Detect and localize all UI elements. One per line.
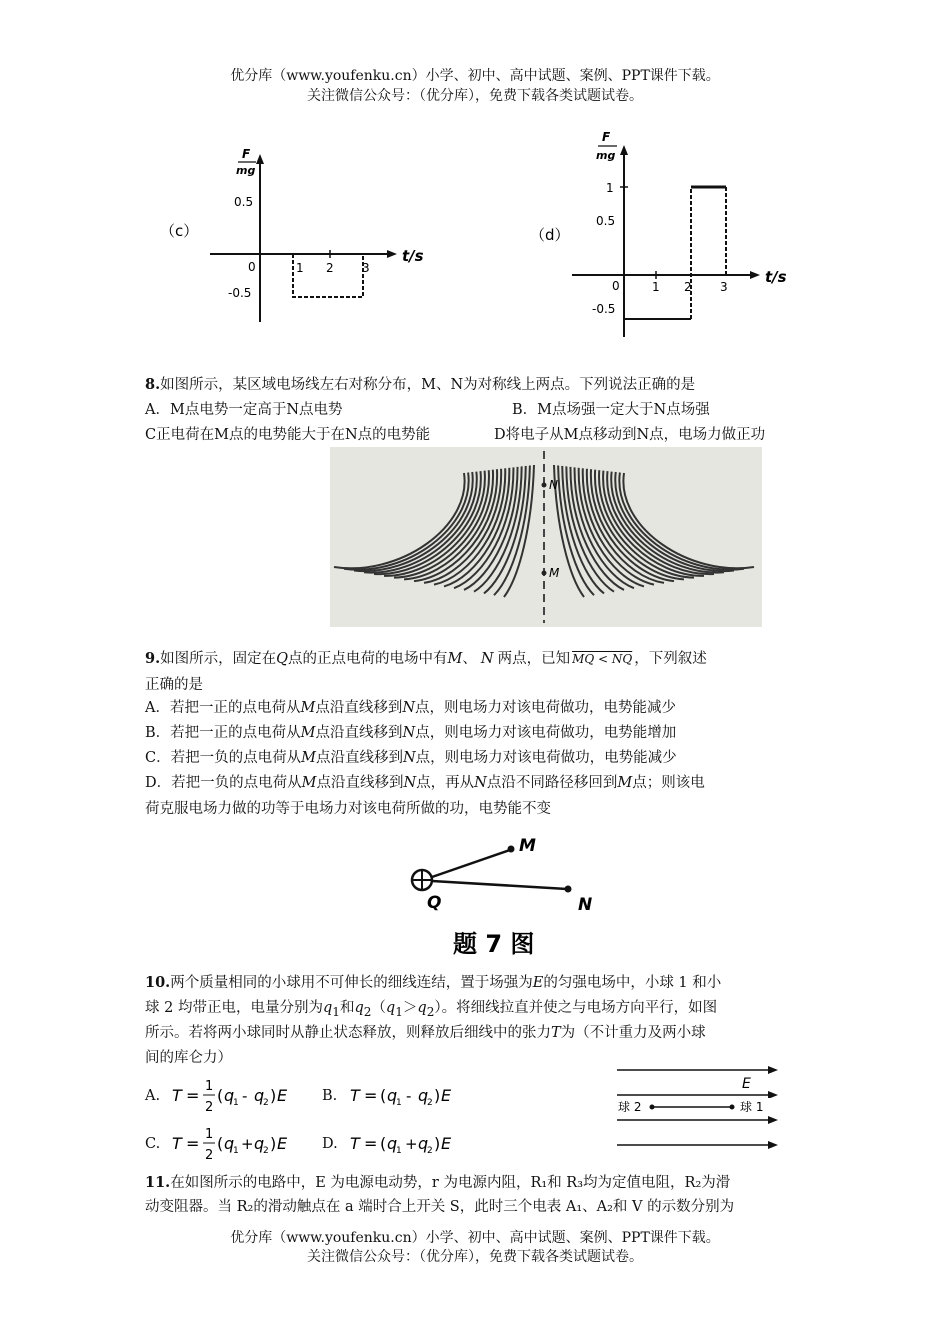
q10-fig-ball2: 球 2: [618, 1100, 642, 1114]
svg-text:q: q: [387, 1134, 398, 1153]
graph-d-tick-1: 1: [606, 181, 614, 195]
svg-text:): ): [270, 1134, 277, 1153]
q8-option-c: C正电荷在M点的电势能大于在N点的电势能: [145, 427, 431, 443]
q10-formula-d: [350, 1124, 470, 1168]
svg-text:2: 2: [263, 1146, 269, 1156]
q10-option-d-label: D.: [322, 1136, 338, 1152]
q8-field-lines-figure: [330, 447, 762, 627]
q9-fig-caption: 题 7 图: [453, 930, 535, 958]
q9-fig-label-m: M: [519, 836, 536, 856]
graph-c-xtick-1: 1: [296, 261, 304, 275]
svg-text:+: +: [405, 1135, 418, 1153]
q9-fig-label-n: N: [578, 895, 593, 915]
graph-c: [150, 140, 424, 340]
svg-text:(: (: [380, 1134, 387, 1153]
graph-c-x-label: t/s: [402, 247, 424, 265]
graph-d-label: （d）: [530, 226, 570, 244]
q10-option-b-label: B.: [322, 1088, 338, 1104]
svg-text:-: -: [242, 1087, 248, 1105]
q9-option-a: A．若把一正的点电荷从M点沿直线移到N点，则电场力对该电荷做功，电势能减少: [145, 700, 677, 716]
footer-line-1: 优分库（www.youfenku.cn）小学、初中、高中试题、案例、PPT课件下载。: [230, 1230, 720, 1246]
q10-line-2: 球 2 均带正电，电量分别为$q_1$和$q_2(q_1>q_2)$。将细线拉直并使之与电场方向平行，如图: [145, 1000, 718, 1019]
q9-figure: [395, 825, 625, 965]
q10-fig-ball1: 球 1: [740, 1100, 764, 1114]
svg-text:1: 1: [233, 1146, 239, 1156]
graph-d-x-label: t/s: [765, 268, 787, 286]
header-line-1: 优分库（www.youfenku.cn）小学、初中、高中试题、案例、PPT课件下载。: [230, 68, 720, 84]
svg-text:1: 1: [396, 1146, 402, 1156]
graph-c-y-num: F: [242, 147, 251, 161]
graph-d-xtick-3: 3: [720, 280, 728, 294]
svg-text:1: 1: [233, 1098, 239, 1108]
graph-d-tick--0.5: -0.5: [592, 302, 616, 316]
svg-text:+: +: [241, 1135, 254, 1153]
svg-text:1: 1: [205, 1127, 214, 1142]
q8-option-d: D将电子从M点移动到N点，电场力做正功: [494, 427, 766, 443]
q11-line-1: 11.在如图所示的电路中，E 为电源电动势，r 为电源内阻，R₁和 R₃均为定值电阻，R₂为滑: [145, 1174, 731, 1191]
svg-text:T: T: [350, 1086, 360, 1105]
graph-d-y-num: F: [602, 130, 611, 144]
q9-option-d-line-2: 荷克服电场力做的功等于电场力对该电荷所做的功，电势能不变: [145, 801, 551, 817]
q10-field-figure: [612, 1060, 782, 1160]
svg-text:q: q: [224, 1134, 235, 1153]
q10-line-4: 间的库仑力）: [145, 1050, 232, 1066]
q10-option-a-label: A.: [145, 1088, 161, 1104]
q11-line-2: 动变阻器。当 R₂的滑动触点在 a 端时合上开关 S，此时三个电表 A₁、A₂和 V 的示数分别为: [145, 1199, 735, 1215]
graph-c-origin: 0: [248, 260, 256, 274]
graph-d-xtick-1: 1: [652, 280, 660, 294]
q10-line-3: 所示。若将两小球同时从静止状态释放，则释放后细线中的张力T为（不计重力及两小球: [145, 1025, 706, 1041]
svg-text:1: 1: [396, 1098, 402, 1108]
graph-d-tick-0.5: 0.5: [596, 214, 616, 228]
graph-c-y-den: mg: [236, 164, 256, 177]
svg-text:E: E: [277, 1134, 288, 1153]
svg-text:q: q: [254, 1134, 265, 1153]
svg-text:2: 2: [205, 1148, 214, 1163]
svg-text:T: T: [350, 1134, 360, 1153]
q10-formula-c: [172, 1124, 312, 1168]
q10-fig-e: E: [742, 1076, 751, 1092]
svg-text:(: (: [217, 1134, 224, 1153]
footer-line-2: 关注微信公众号：（优分库），免费下载各类试题试卷。: [307, 1249, 643, 1265]
svg-text:q: q: [418, 1134, 429, 1153]
svg-text:1: 1: [205, 1079, 214, 1094]
svg-text:=: =: [364, 1134, 378, 1153]
svg-text:q: q: [387, 1086, 398, 1105]
svg-text:2: 2: [427, 1146, 433, 1156]
svg-text:2: 2: [205, 1100, 214, 1115]
q8-fig-label-n: N: [549, 478, 558, 492]
q9-stem: 9.如图所示，固定在Q点的正点电荷的电场中有M、 N 两点，已知 MQ < NQ ，下列叙述: [145, 650, 707, 667]
q10-option-c-label: C.: [145, 1136, 161, 1152]
svg-text:): ): [270, 1086, 277, 1105]
svg-text:(: (: [217, 1086, 224, 1105]
svg-text:E: E: [441, 1134, 452, 1153]
graph-d-xtick-2: 2: [684, 280, 692, 294]
svg-text:): ): [434, 1086, 441, 1105]
q9-fig-label-q: Q: [427, 893, 442, 913]
svg-text:=: =: [186, 1134, 200, 1153]
graph-c-tick--0.5: -0.5: [228, 286, 252, 300]
svg-text:=: =: [364, 1086, 378, 1105]
q9-stem-line-2: 正确的是: [145, 677, 203, 693]
q9-option-d: D．若把一负的点电荷从M点沿直线移到N点，再从N点沿不同路径移回到M点；则该电: [145, 775, 705, 791]
q8-option-b: B．M点场强一定大于N点场强: [512, 402, 710, 418]
svg-text:q: q: [418, 1086, 429, 1105]
svg-text:=: =: [186, 1086, 200, 1105]
q8-fig-label-m: M: [549, 566, 560, 580]
svg-text:E: E: [441, 1086, 452, 1105]
graph-c-label: （c）: [160, 222, 199, 240]
graph-c-xtick-3: 3: [362, 261, 370, 275]
svg-text:T: T: [172, 1134, 182, 1153]
svg-text:q: q: [224, 1086, 235, 1105]
graph-c-tick-0.5: 0.5: [234, 195, 254, 209]
q9-option-c: C．若把一负的点电荷从M点沿直线移到N点，则电场力对该电荷做功，电势能减少: [145, 750, 677, 766]
svg-text:-: -: [406, 1087, 412, 1105]
svg-text:q: q: [254, 1086, 265, 1105]
q8-stem: 8.如图所示，某区域电场线左右对称分布，M、N为对称线上两点。下列说法正确的是: [145, 376, 696, 393]
q9-option-b: B．若把一正的点电荷从M点沿直线移到N点，则电场力对该电荷做功，电势能增加: [145, 725, 677, 741]
graph-d-y-den: mg: [596, 149, 616, 162]
svg-text:): ): [434, 1134, 441, 1153]
graph-c-xtick-2: 2: [326, 261, 334, 275]
graph-d-origin: 0: [612, 279, 620, 293]
svg-text:E: E: [277, 1086, 288, 1105]
svg-text:T: T: [172, 1086, 182, 1105]
graph-d: [520, 125, 800, 345]
svg-text:(: (: [380, 1086, 387, 1105]
header-line-2: 关注微信公众号：（优分库），免费下载各类试题试卷。: [307, 88, 643, 104]
q10-line-1: 10.两个质量相同的小球用不可伸长的细线连结，置于场强为E的匀强电场中，小球 1 和小: [145, 974, 722, 991]
q10-formula-a: [172, 1076, 312, 1120]
svg-text:2: 2: [263, 1098, 269, 1108]
svg-text:2: 2: [427, 1098, 433, 1108]
q8-option-a: A．M点电势一定高于N点电势: [145, 402, 343, 418]
q10-formula-b: [350, 1076, 470, 1120]
